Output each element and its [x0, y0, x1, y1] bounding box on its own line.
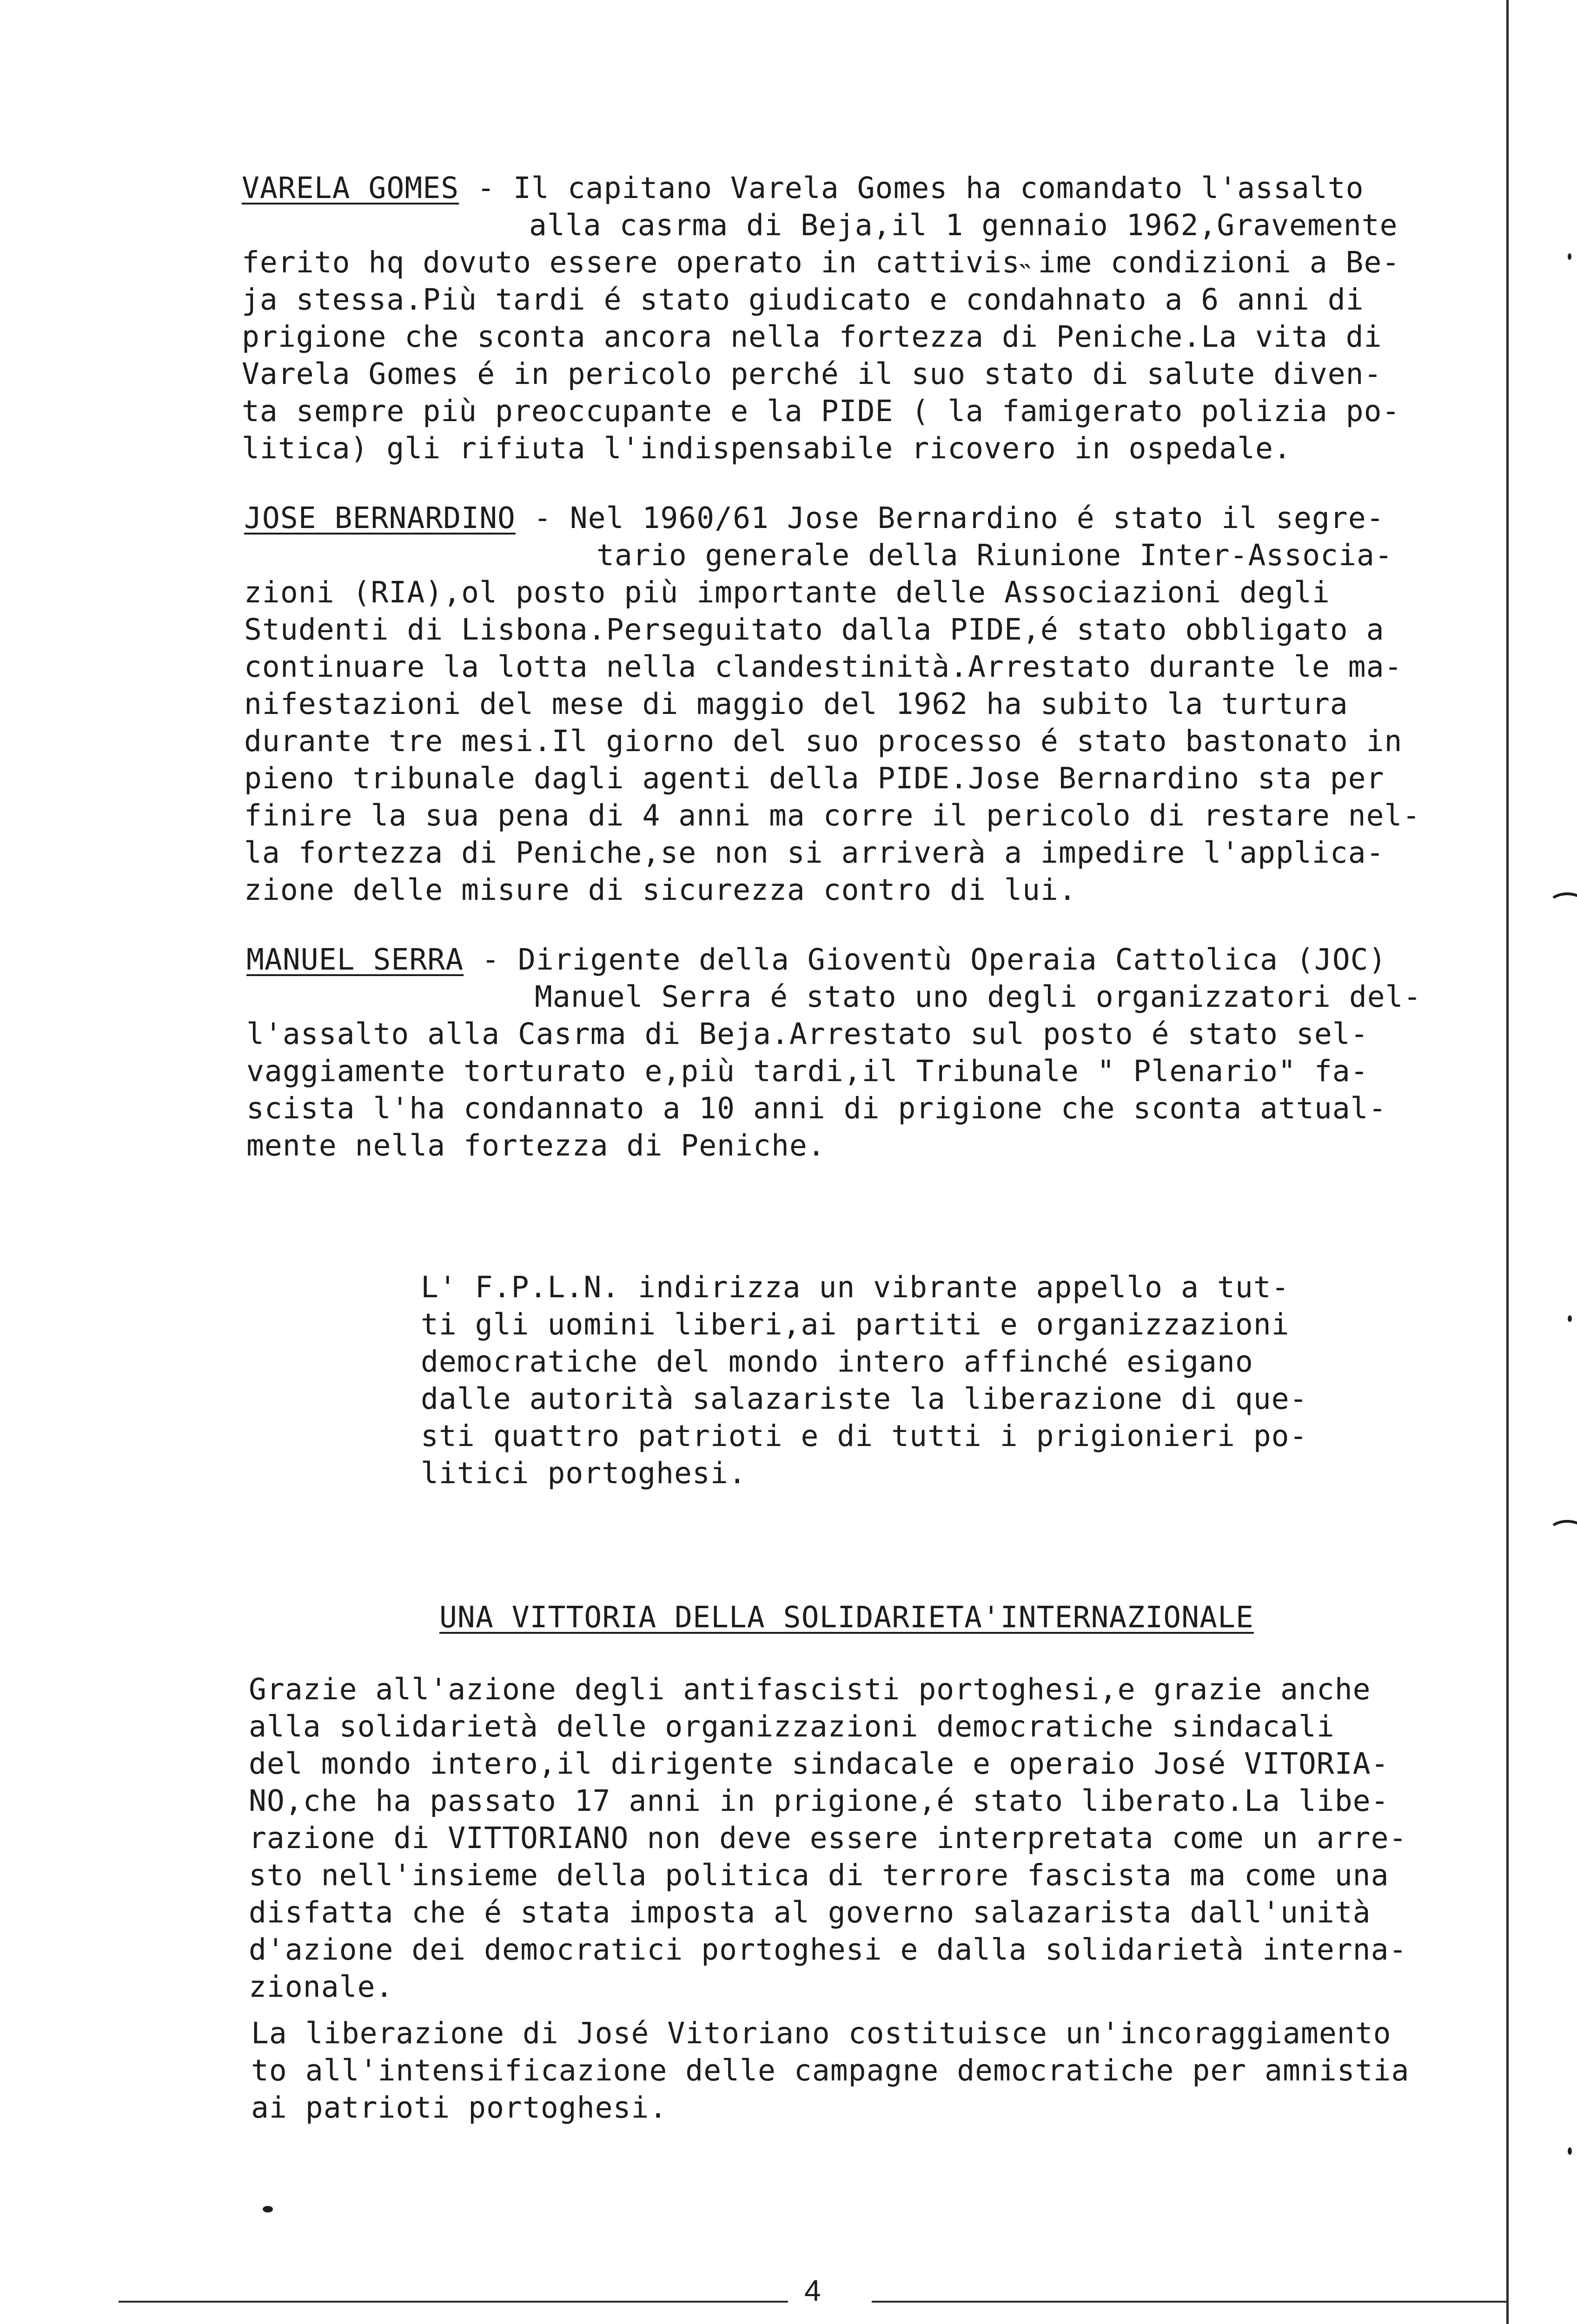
appello-line-6: litici portoghesi.: [421, 1456, 747, 1490]
varela-line-5: prigione che sconta ancora nella fortezza di Peniche.La vita di: [242, 320, 1382, 354]
serra-line-6: mente nella fortezza di Peniche.: [246, 1129, 826, 1162]
varela-line-1: [242, 170, 1364, 207]
page-number: 4: [804, 2274, 822, 2307]
appello-line-5: sti quattro patrioti e di tutti i prigionieri po-: [421, 1419, 1308, 1453]
varela-line-8: litica) gli rifiuta l'indispensabile ricovero in ospedale.: [242, 431, 1292, 465]
liberazione-line-1: La liberazione di José Vitoriano costituisce un'incoraggiamento: [251, 2016, 1391, 2050]
vittoria-line-7: disfatta che é stata imposta al governo salazarista dall'unità: [249, 1895, 1371, 1929]
bernardino-line-8: pieno tribunale dagli agenti della PIDE.Jose Bernardino sta per: [244, 761, 1385, 795]
appello-line-1: L' F.P.L.N. indirizza un vibrante appello a tut-: [421, 1270, 1290, 1304]
vittoria-line-3: del mondo intero,il dirigente sindacale e operaio José VITORIA-: [249, 1747, 1389, 1781]
serra-line-1: [246, 941, 1387, 978]
bernardino-line-9: finire la sua pena di 4 anni ma corre il pericolo di restare nel-: [244, 799, 1421, 832]
bernardino-line-3: zioni (RIA),ol posto più importante delle Associazioni degli: [244, 575, 1330, 609]
serra-name: MANUEL SERRA: [246, 943, 464, 977]
vittoria-line-4: NO,che ha passato 17 anni in prigione,é stato liberato.La libe-: [249, 1784, 1389, 1818]
serra-line-5: scista l'ha condannato a 10 anni di prigione che sconta attual-: [246, 1091, 1387, 1125]
varela-line-4: ja stessa.Più tardi é stato giudicato e condahnato a 6 anni di: [242, 283, 1364, 317]
appello-line-4: dalle autorità salazariste la liberazione di que-: [421, 1382, 1308, 1416]
varela-line-3: ferito hq dovuto essere operato in cattivis˵ime condizioni a Be-: [242, 245, 1400, 279]
footer-rule-left: [119, 2301, 788, 2303]
edge-dot: [1568, 2147, 1572, 2155]
vittoria-line-8: d'azione dei democratici portoghesi e dalla solidarietà interna-: [249, 1933, 1407, 1967]
appello-line-2: ti gli uomini liberi,ai partiti e organizzazioni: [421, 1307, 1290, 1341]
serra-line-2: Manuel Serra é stato uno degli organizzatori del-: [535, 980, 1422, 1014]
varela-line-7: ta sempre più preoccupante e la PIDE ( la famigerato polizia po-: [242, 394, 1400, 428]
vittoria-line-1: Grazie all'azione degli antifascisti portoghesi,e grazie anche: [249, 1672, 1371, 1706]
bernardino-line-4: Studenti di Lisbona.Perseguitato dalla PIDE,é stato obbligato a: [244, 613, 1385, 647]
right-margin-line: [1506, 0, 1509, 2324]
bernardino-line-1: [244, 500, 1385, 537]
section-heading: UNA VITTORIA DELLA SOLIDARIETA'INTERNAZIONALE: [439, 1600, 1254, 1634]
vittoria-line-9: zionale.: [249, 1970, 394, 2004]
bernardino-line-11: zione delle misure di sicurezza contro di lui.: [244, 873, 1077, 907]
bernardino-line-5: continuare la lotta nella clandestinità.Arrestato durante le ma-: [244, 650, 1403, 684]
bernardino-line-6: nifestazioni del mese di maggio del 1962 ha subito la turtura: [244, 687, 1348, 721]
vittoria-line-6: sto nell'insieme della politica di terrore fascista ma come una: [249, 1858, 1389, 1892]
binder-hole-mark: [1548, 1520, 1577, 1544]
footer-rule-right: [872, 2301, 1509, 2303]
vittoria-line-5: razione di VITTORIANO non deve essere interpretata come un arre-: [249, 1821, 1407, 1855]
liberazione-line-3: ai patrioti portoghesi.: [251, 2091, 668, 2125]
edge-dot: [1568, 253, 1571, 260]
bernardino-name: JOSE BERNARDINO: [244, 501, 516, 535]
varela-line-2: alla casrma di Beja,il 1 gennaio 1962,Gravemente: [529, 208, 1398, 242]
varela-text-1: - Il capitano Varela Gomes ha comandato l'assalto: [459, 171, 1364, 205]
bernardino-line-7: durante tre mesi.Il giorno del suo processo é stato bastonato in: [244, 724, 1403, 758]
ink-dot: [263, 2206, 273, 2212]
liberazione-line-2: to all'intensificazione delle campagne democratiche per amnistia: [251, 2053, 1410, 2087]
binder-hole-mark: [1548, 892, 1577, 916]
varela-name: VARELA GOMES: [242, 171, 459, 205]
appello-line-3: democratiche del mondo intero affinché esigano: [421, 1345, 1253, 1379]
varela-line-6: Varela Gomes é in pericolo perché il suo stato di salute diven-: [242, 357, 1382, 391]
vittoria-line-2: alla solidarietà delle organizzazioni democratiche sindacali: [249, 1710, 1335, 1743]
edge-dot: [1568, 1315, 1572, 1322]
serra-text-1: - Dirigente della Gioventù Operaia Cattolica (JOC): [464, 943, 1387, 977]
bernardino-line-2: tario generale della Riunione Inter-Associa-: [596, 538, 1393, 572]
bernardino-line-10: la fortezza di Peniche,se non si arriverà a impedire l'applica-: [244, 836, 1385, 870]
serra-line-3: l'assalto alla Casrma di Beja.Arrestato sul posto é stato sel-: [246, 1017, 1369, 1051]
bernardino-text-1: - Nel 1960/61 Jose Bernardino é stato il segre-: [515, 501, 1385, 535]
serra-line-4: vaggiamente torturato e,più tardi,il Tribunale " Plenario" fa-: [246, 1054, 1369, 1088]
